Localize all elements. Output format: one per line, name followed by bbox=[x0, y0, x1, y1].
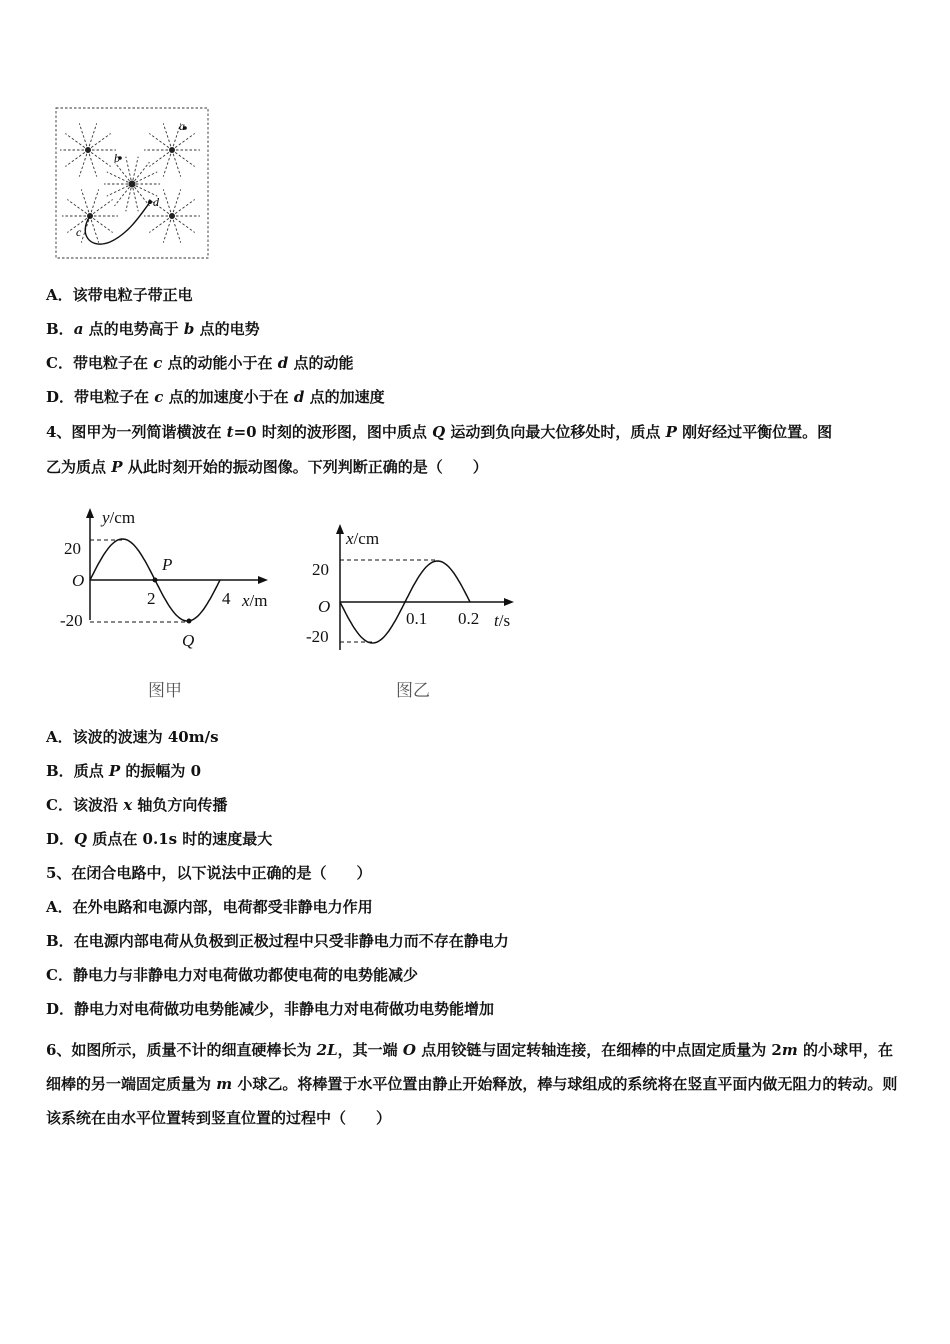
figure-jia-caption: 图甲 bbox=[148, 681, 182, 701]
field-line bbox=[173, 154, 181, 177]
option-key: A． bbox=[46, 286, 73, 304]
text-run: 点用铰链与固定转轴连接，在细棒的中点固定质量为 2 bbox=[415, 1041, 782, 1059]
field-line bbox=[91, 152, 111, 166]
option-key: C． bbox=[46, 796, 73, 814]
q3-option-b bbox=[46, 319, 260, 339]
q4-option-a bbox=[46, 727, 219, 747]
origin-label: O bbox=[318, 597, 331, 616]
figure-yi-caption: 图乙 bbox=[396, 681, 430, 701]
text-run: 乙为质点 bbox=[46, 458, 112, 476]
field-line bbox=[65, 134, 85, 148]
tick-20: 20 bbox=[312, 560, 329, 579]
x-axis-label: t/s bbox=[494, 611, 511, 630]
math-symbol: Q bbox=[432, 423, 446, 441]
tick-4: 4 bbox=[222, 589, 231, 608]
field-line bbox=[163, 220, 171, 243]
q5-option-b bbox=[46, 931, 509, 951]
tick-neg20: -20 bbox=[306, 627, 329, 646]
math-symbol: c bbox=[153, 354, 163, 372]
text-run: 刚好经过平衡位置。图 bbox=[676, 423, 833, 441]
math-symbol: m bbox=[216, 1075, 233, 1093]
text-run: 该带电粒子带正电 bbox=[72, 286, 193, 304]
text-run: 质点在 0.1s 时的速度最大 bbox=[87, 830, 273, 848]
field-line bbox=[67, 200, 87, 214]
text-run: 该波的波速为 40m/s bbox=[72, 728, 219, 746]
text-run: 的小球甲，在细棒的另一端固定质量为 bbox=[46, 1041, 893, 1093]
tick-0.2: 0.2 bbox=[458, 609, 480, 628]
text-run: 静电力与非静电力对电荷做功都使电荷的电势能减少 bbox=[72, 966, 418, 984]
point-c-label: c bbox=[76, 225, 82, 239]
point-q-label: Q bbox=[182, 631, 195, 650]
field-line bbox=[163, 123, 171, 146]
particle-trajectory bbox=[85, 202, 150, 244]
option-key: B． bbox=[46, 932, 74, 950]
point-a-label: a bbox=[179, 119, 185, 133]
q4-stem-line1 bbox=[46, 422, 832, 442]
field-line bbox=[91, 189, 99, 212]
field-line bbox=[149, 152, 169, 166]
text-run: 质点 bbox=[73, 762, 109, 780]
math-symbol: m bbox=[781, 1041, 798, 1059]
field-line bbox=[93, 200, 113, 214]
charge-bottom-right bbox=[170, 214, 175, 219]
point-d-label: d bbox=[153, 195, 159, 209]
math-symbol: O bbox=[402, 1041, 416, 1059]
field-line bbox=[91, 220, 99, 243]
field-line bbox=[107, 186, 129, 196]
q5-option-c bbox=[46, 965, 418, 985]
field-line bbox=[136, 172, 158, 182]
text-run: =0 时刻的波形图，图中质点 bbox=[233, 423, 433, 441]
q3-option-d bbox=[46, 387, 385, 407]
text-run: 点的电势高于 bbox=[83, 320, 184, 338]
q5-stem: 5、在闭合电路中，以下说法中正确的是（ ） bbox=[46, 864, 372, 882]
field-line bbox=[65, 152, 85, 166]
q4-option-d bbox=[46, 829, 272, 849]
math-symbol: P bbox=[108, 762, 121, 780]
math-symbol: d bbox=[277, 354, 289, 372]
option-key: A． bbox=[46, 898, 73, 916]
q4-option-c bbox=[46, 795, 227, 815]
tick-2: 2 bbox=[147, 589, 156, 608]
text-run: 点的动能 bbox=[288, 354, 354, 372]
tick-neg20: -20 bbox=[60, 611, 83, 630]
point-p-dot bbox=[153, 578, 158, 583]
math-symbol: Q bbox=[74, 830, 88, 848]
text-run: 小球乙。将棒置于水平位置由静止开始释放，棒与球组成的系统将在竖直平面内做无阻力的转动。则该系统在由水平位置转到竖直位置的过程中（ ） bbox=[46, 1075, 898, 1127]
option-key: C． bbox=[46, 354, 73, 372]
point-q-dot bbox=[187, 619, 192, 624]
option-key: D． bbox=[46, 1000, 75, 1018]
option-key: B． bbox=[46, 762, 74, 780]
q4-option-b bbox=[46, 761, 201, 781]
field-line bbox=[175, 200, 195, 214]
y-axis-label: y/cm bbox=[102, 508, 136, 527]
field-line bbox=[163, 189, 171, 212]
charge-top-left bbox=[86, 148, 91, 153]
text-run: 静电力对电荷做功电势能减少，非静电力对电荷做功电势能增加 bbox=[74, 1000, 495, 1018]
point-p-label: P bbox=[162, 555, 173, 574]
central-charge bbox=[129, 181, 135, 187]
charge-top-right bbox=[170, 148, 175, 153]
text-run: 点的加速度小于在 bbox=[163, 388, 294, 406]
field-line bbox=[163, 154, 171, 177]
math-symbol: 2L bbox=[316, 1041, 338, 1059]
text-run: 轴负方向传播 bbox=[132, 796, 228, 814]
math-symbol: b bbox=[183, 320, 195, 338]
field-line bbox=[79, 123, 87, 146]
q4-stem-line2 bbox=[46, 457, 488, 477]
figure-jia-wave bbox=[52, 500, 282, 705]
tick-20: 20 bbox=[64, 539, 81, 558]
y-axis-label: x/cm bbox=[346, 529, 380, 548]
field-lines-figure bbox=[50, 104, 215, 264]
math-symbol: d bbox=[293, 388, 305, 406]
text-run: 点的动能小于在 bbox=[162, 354, 278, 372]
option-key: D． bbox=[46, 388, 75, 406]
text-run: ，其一端 bbox=[337, 1041, 403, 1059]
field-line bbox=[81, 189, 89, 212]
q6-stem bbox=[46, 1033, 906, 1135]
text-run: 点的加速度 bbox=[304, 388, 385, 406]
text-run: 该波沿 bbox=[72, 796, 124, 814]
q3-option-a bbox=[46, 285, 193, 305]
field-line bbox=[93, 218, 113, 232]
text-run: 运动到负向最大位移处时，质点 bbox=[445, 423, 666, 441]
field-line bbox=[173, 220, 181, 243]
field-line bbox=[149, 218, 169, 232]
math-symbol: P bbox=[665, 423, 677, 441]
field-line bbox=[149, 134, 169, 148]
field-line bbox=[107, 172, 129, 182]
text-run: 带电粒子在 bbox=[74, 388, 155, 406]
math-symbol: c bbox=[154, 388, 164, 406]
math-symbol: x bbox=[123, 796, 133, 814]
q5-option-d bbox=[46, 999, 494, 1019]
text-run: 从此时刻开始的振动图像。下列判断正确的是（ ） bbox=[122, 458, 488, 476]
field-line bbox=[91, 134, 111, 148]
option-key: A． bbox=[46, 728, 73, 746]
option-key: C． bbox=[46, 966, 73, 984]
text-run: 点的电势 bbox=[194, 320, 260, 338]
option-key: D． bbox=[46, 830, 75, 848]
q3-option-c bbox=[46, 353, 354, 373]
text-run: 在电源内部电荷从负极到正极过程中只受非静电力而不存在静电力 bbox=[73, 932, 509, 950]
option-key: B． bbox=[46, 320, 74, 338]
origin-label: O bbox=[72, 571, 85, 590]
text-run: 4、图甲为一列简谐横波在 bbox=[46, 423, 227, 441]
field-line bbox=[175, 218, 195, 232]
point-b-label: b bbox=[114, 151, 120, 165]
x-axis-label: x/m bbox=[242, 591, 268, 610]
field-line bbox=[79, 154, 87, 177]
math-symbol: t bbox=[226, 423, 234, 441]
field-line bbox=[175, 152, 195, 166]
tick-0.1: 0.1 bbox=[406, 609, 428, 628]
field-line bbox=[173, 189, 181, 212]
q5-option-a bbox=[46, 897, 373, 917]
math-symbol: P bbox=[111, 458, 123, 476]
text-run: 6、如图所示，质量不计的细直硬棒长为 bbox=[46, 1041, 317, 1059]
text-run: 带电粒子在 bbox=[72, 354, 154, 372]
math-symbol: a bbox=[73, 320, 84, 338]
field-line bbox=[89, 123, 97, 146]
field-line bbox=[89, 154, 97, 177]
text-run: 的振幅为 0 bbox=[120, 762, 202, 780]
text-run: 在外电路和电源内部，电荷都受非静电力作用 bbox=[72, 898, 373, 916]
field-line bbox=[175, 134, 195, 148]
figure-yi-vibration bbox=[300, 520, 530, 705]
